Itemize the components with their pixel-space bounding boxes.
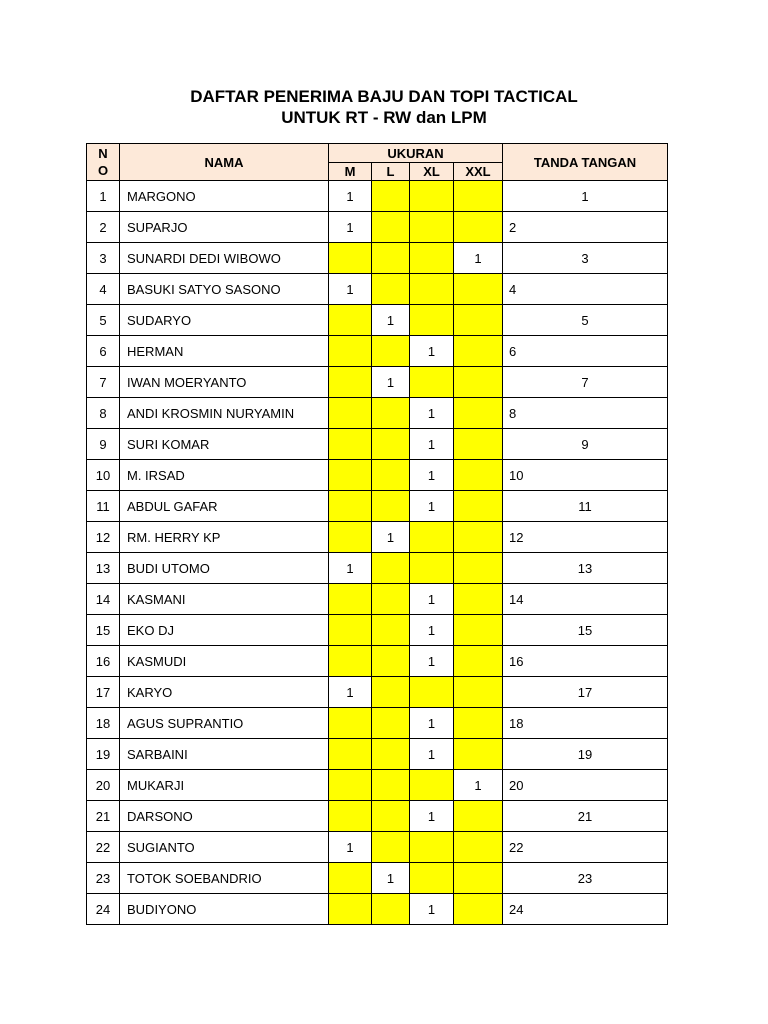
row-number: 22 [87,832,120,863]
row-number: 11 [87,491,120,522]
size-cell-xl [410,274,454,305]
size-cell-xl: 1 [410,646,454,677]
size-cell-xxl [454,398,503,429]
row-number: 8 [87,398,120,429]
table-row [87,367,668,398]
recipient-name: ABDUL GAFAR [120,491,329,522]
signature-cell: 20 [503,770,668,801]
row-number: 14 [87,584,120,615]
size-cell-xxl [454,305,503,336]
signature-cell: 14 [503,584,668,615]
size-cell-xl [410,677,454,708]
signature-cell: 11 [503,491,668,522]
size-cell-m [329,491,372,522]
size-cell-m [329,398,372,429]
signature-cell: 9 [503,429,668,460]
header-tanda-tangan: TANDA TANGAN [503,144,668,181]
size-cell-l [372,212,410,243]
header-no: N O [87,144,120,181]
size-cell-l [372,739,410,770]
size-cell-xxl [454,863,503,894]
size-cell-m: 1 [329,677,372,708]
size-cell-xl: 1 [410,739,454,770]
size-cell-l [372,832,410,863]
size-cell-xxl [454,646,503,677]
row-number: 1 [87,181,120,212]
size-cell-xl: 1 [410,894,454,925]
table-row [87,739,668,770]
size-cell-l [372,491,410,522]
size-cell-m [329,429,372,460]
size-cell-m [329,336,372,367]
table-row [87,398,668,429]
recipient-name: ANDI KROSMIN NURYAMIN [120,398,329,429]
size-cell-l: 1 [372,522,410,553]
row-number: 5 [87,305,120,336]
table-row [87,832,668,863]
size-cell-xxl [454,894,503,925]
recipient-name: SUGIANTO [120,832,329,863]
row-number: 19 [87,739,120,770]
signature-cell: 13 [503,553,668,584]
table-row [87,429,668,460]
row-number: 18 [87,708,120,739]
header-size-l: L [372,163,410,181]
header-size-m: M [329,163,372,181]
recipient-name: BUDI UTOMO [120,553,329,584]
size-cell-xxl [454,429,503,460]
header-nama: NAMA [120,144,329,181]
table-row [87,522,668,553]
size-cell-m [329,305,372,336]
recipient-name: DARSONO [120,801,329,832]
size-cell-xl [410,770,454,801]
size-cell-m [329,801,372,832]
size-cell-xl: 1 [410,336,454,367]
row-number: 4 [87,274,120,305]
size-cell-m [329,584,372,615]
recipient-name: EKO DJ [120,615,329,646]
size-cell-xxl [454,181,503,212]
signature-cell: 19 [503,739,668,770]
table-row [87,181,668,212]
size-cell-xxl [454,522,503,553]
row-number: 23 [87,863,120,894]
recipient-name: IWAN MOERYANTO [120,367,329,398]
size-cell-xl [410,181,454,212]
row-number: 10 [87,460,120,491]
table-row [87,677,668,708]
row-number: 3 [87,243,120,274]
signature-cell: 8 [503,398,668,429]
recipient-name: KASMUDI [120,646,329,677]
size-cell-xl [410,367,454,398]
size-cell-xl [410,832,454,863]
signature-cell: 22 [503,832,668,863]
recipient-name: MARGONO [120,181,329,212]
size-cell-xxl [454,212,503,243]
signature-cell: 12 [503,522,668,553]
table-row [87,894,668,925]
row-number: 6 [87,336,120,367]
row-number: 2 [87,212,120,243]
size-cell-xl [410,863,454,894]
recipient-name: SUNARDI DEDI WIBOWO [120,243,329,274]
size-cell-m [329,460,372,491]
row-number: 16 [87,646,120,677]
recipient-name: MUKARJI [120,770,329,801]
size-cell-l [372,336,410,367]
recipient-name: RM. HERRY KP [120,522,329,553]
size-cell-xxl [454,708,503,739]
size-cell-m [329,243,372,274]
signature-cell: 3 [503,243,668,274]
size-cell-xxl [454,367,503,398]
size-cell-l [372,274,410,305]
table-row [87,863,668,894]
recipient-name: M. IRSAD [120,460,329,491]
signature-cell: 17 [503,677,668,708]
row-number: 7 [87,367,120,398]
table-row [87,801,668,832]
signature-cell: 2 [503,212,668,243]
recipient-name: TOTOK SOEBANDRIO [120,863,329,894]
size-cell-xl: 1 [410,491,454,522]
row-number: 12 [87,522,120,553]
size-cell-xl: 1 [410,429,454,460]
header-size-xl: XL [410,163,454,181]
size-cell-l [372,553,410,584]
recipient-table [86,143,668,925]
size-cell-xl [410,522,454,553]
size-cell-l [372,646,410,677]
size-cell-xxl [454,739,503,770]
size-cell-l [372,894,410,925]
row-number: 17 [87,677,120,708]
size-cell-m [329,739,372,770]
size-cell-l [372,801,410,832]
size-cell-xxl [454,460,503,491]
size-cell-xxl [454,491,503,522]
size-cell-xxl [454,553,503,584]
signature-cell: 24 [503,894,668,925]
size-cell-m: 1 [329,274,372,305]
size-cell-xxl [454,801,503,832]
size-cell-xl: 1 [410,708,454,739]
size-cell-l: 1 [372,367,410,398]
size-cell-m: 1 [329,832,372,863]
size-cell-l [372,677,410,708]
table-row [87,491,668,522]
table-row [87,584,668,615]
signature-cell: 7 [503,367,668,398]
size-cell-xl: 1 [410,615,454,646]
row-number: 13 [87,553,120,584]
recipient-name: SURI KOMAR [120,429,329,460]
size-cell-l: 1 [372,305,410,336]
table-row [87,460,668,491]
signature-cell: 10 [503,460,668,491]
size-cell-xxl [454,336,503,367]
size-cell-xxl [454,274,503,305]
row-number: 21 [87,801,120,832]
signature-cell: 6 [503,336,668,367]
recipient-name: SARBAINI [120,739,329,770]
size-cell-xxl [454,677,503,708]
size-cell-m: 1 [329,181,372,212]
recipient-name: BUDIYONO [120,894,329,925]
header-ukuran: UKURAN [329,144,503,163]
size-cell-l [372,460,410,491]
size-cell-xxl [454,584,503,615]
size-cell-m [329,863,372,894]
table-row [87,553,668,584]
table-row [87,646,668,677]
size-cell-m [329,894,372,925]
size-cell-xl [410,212,454,243]
size-cell-xl [410,305,454,336]
signature-cell: 15 [503,615,668,646]
size-cell-l [372,770,410,801]
size-cell-m: 1 [329,553,372,584]
page-title: DAFTAR PENERIMA BAJU DAN TOPI TACTICAL [190,87,578,106]
table-row [87,243,668,274]
size-cell-xxl [454,832,503,863]
table-row [87,336,668,367]
signature-cell: 1 [503,181,668,212]
table-row [87,212,668,243]
size-cell-m [329,367,372,398]
recipient-name: SUDARYO [120,305,329,336]
size-cell-xxl: 1 [454,770,503,801]
size-cell-l: 1 [372,863,410,894]
size-cell-m: 1 [329,212,372,243]
table-row [87,274,668,305]
table-row [87,770,668,801]
size-cell-l [372,429,410,460]
row-number: 24 [87,894,120,925]
row-number: 20 [87,770,120,801]
size-cell-l [372,708,410,739]
size-cell-xl: 1 [410,584,454,615]
size-cell-xxl [454,615,503,646]
table-row [87,305,668,336]
size-cell-m [329,708,372,739]
table-row [87,615,668,646]
recipient-name: HERMAN [120,336,329,367]
size-cell-xl: 1 [410,801,454,832]
size-cell-l [372,584,410,615]
size-cell-xl [410,243,454,274]
row-number: 9 [87,429,120,460]
size-cell-xl: 1 [410,460,454,491]
recipient-name: KARYO [120,677,329,708]
size-cell-l [372,398,410,429]
size-cell-l [372,615,410,646]
recipient-name: BASUKI SATYO SASONO [120,274,329,305]
recipient-name: AGUS SUPRANTIO [120,708,329,739]
signature-cell: 5 [503,305,668,336]
size-cell-xl: 1 [410,398,454,429]
size-cell-m [329,770,372,801]
size-cell-m [329,522,372,553]
size-cell-xxl: 1 [454,243,503,274]
size-cell-m [329,646,372,677]
signature-cell: 4 [503,274,668,305]
size-cell-l [372,243,410,274]
recipient-name: KASMANI [120,584,329,615]
signature-cell: 21 [503,801,668,832]
signature-cell: 18 [503,708,668,739]
row-number: 15 [87,615,120,646]
size-cell-xl [410,553,454,584]
page-subtitle: UNTUK RT - RW dan LPM [281,108,487,127]
header-size-xxl: XXL [454,163,503,181]
recipient-name: SUPARJO [120,212,329,243]
size-cell-l [372,181,410,212]
signature-cell: 23 [503,863,668,894]
signature-cell: 16 [503,646,668,677]
table-row [87,708,668,739]
size-cell-m [329,615,372,646]
